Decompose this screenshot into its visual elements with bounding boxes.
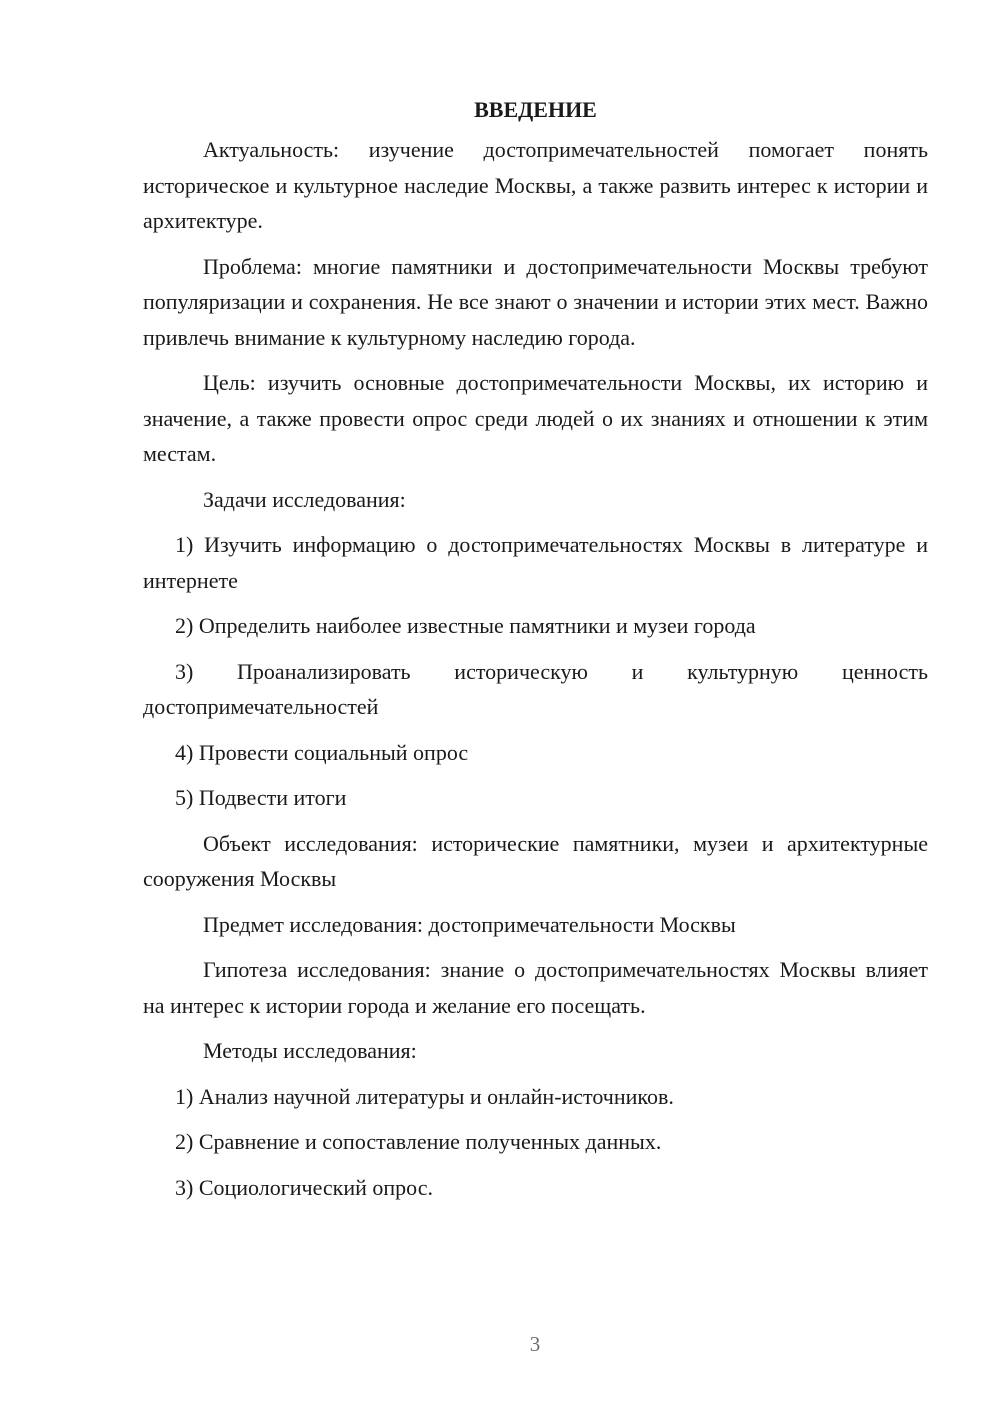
object-paragraph: Объект исследования: исторические памятники, музеи и архитектурные сооружения Москвы — [143, 830, 928, 891]
task-item: 4) Провести социальный опрос — [175, 739, 469, 765]
goal-paragraph: Цель: изучить основные достопримечательности Москвы, их историю и значение, а также провести опрос среди людей о их знаниях и отношении к этим местам. — [143, 370, 928, 466]
problem-paragraph: Проблема: многие памятники и достопримечательности Москвы требуют популяризации и сохранения. Не все знают о значении и истории этих мест. Важно привлечь внимание к культурному наследию города. — [143, 253, 928, 350]
section-heading: ВВЕДЕНИЕ — [474, 97, 597, 122]
subject-paragraph: Предмет исследования: достопримечательности Москвы — [203, 911, 736, 937]
task-item: 1) Изучить информацию о достопримечательностях Москвы в литературе и интернете — [143, 532, 928, 593]
methods-title: Методы исследования: — [203, 1038, 417, 1063]
task-item: 2) Определить наиболее известные памятники и музеи города — [175, 613, 756, 638]
tasks-title: Задачи исследования: — [203, 486, 406, 512]
method-item: 2) Сравнение и сопоставление полученных данных. — [175, 1129, 662, 1154]
page-number: 3 — [529, 1332, 541, 1356]
hypothesis-paragraph: Гипотеза исследования: знание о достопримечательностях Москвы влияет на интерес к истории города и желание его посещать. — [143, 957, 928, 1018]
task-item: 3) Проанализировать историческую и культурную ценность достопримечательностей — [143, 658, 928, 719]
method-item: 3) Социологический опрос. — [175, 1174, 433, 1200]
document-page — [143, 92, 928, 1215]
task-item: 5) Подвести итоги — [175, 785, 347, 810]
relevance-paragraph: Актуальность: изучение достопримечательностей помогает понять историческое и культурное наследие Москвы, а также развить интерес к истории и архитектуре. — [143, 137, 928, 233]
method-item: 1) Анализ научной литературы и онлайн-источников. — [175, 1083, 674, 1109]
